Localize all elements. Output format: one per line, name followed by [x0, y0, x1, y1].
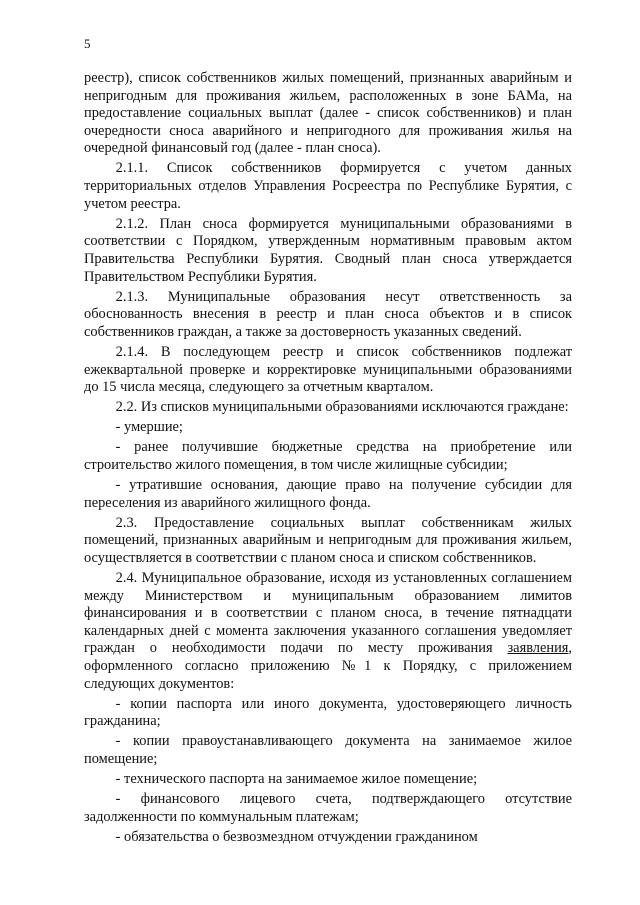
paragraph-2-4-text-after: , оформленного согласно приложению №1 к Порядку, с приложением следующих документов:	[84, 640, 572, 692]
paragraph-2-1-4: 2.1.4. В последующем реестр и список собственников подлежат ежеквартальной проверке и корректировке муниципальными образованиями до 15 числа месяца, следующего за отчетным кварталом.	[84, 343, 572, 396]
list-item-passport-copy: - копии паспорта или иного документа, удостоверяющего личность гражданина;	[84, 695, 572, 730]
list-item-obligation: - обязательства о безвозмездном отчуждении гражданином	[115, 828, 478, 845]
list-item-previously-received: - ранее получившие бюджетные средства на приобретение или строительство жилого помещения, в том числе жилищные субсидии;	[84, 439, 572, 473]
paragraph-2-1-2: 2.1.2. План сноса формируется муниципальными образованиями в соответствии с Порядком, утвержденным нормативным правовым актом Правительства Республики Бурятия. Сводный план сноса утверждается Правительством Республики Бурятия.	[84, 215, 572, 285]
application-link[interactable]: заявления	[507, 640, 569, 657]
list-item-title-document: - копии правоустанавливающего документа на занимаемое жилое помещение;	[84, 733, 572, 767]
paragraph-2-1-1: 2.1.1. Список собственников формируется с учетом данных территориальных отделов Управления Росреестра по Республике Бурятия, с учетом реестра.	[84, 160, 572, 212]
page-number: 5	[84, 36, 91, 51]
paragraph-2-2: 2.2. Из списков муниципальными образованиями исключаются граждане:	[115, 399, 569, 416]
paragraph-2-4-text-before: 2.4. Муниципальное образование, исходя из установленных соглашением между Министерством и муниципальным образованием лимитов финансирования и в соответствии с планом сноса, в течение пятнадцати календарных дней с момента заключения указанного соглашения уведомляет граждан о необходимости подачи по месту проживания	[84, 570, 572, 657]
document-body	[84, 70, 572, 846]
list-item-technical-passport: - технического паспорта на занимаемое жилое помещение;	[115, 771, 478, 788]
list-item-lost-grounds: - утратившие основания, дающие право на получение субсидии для переселения из аварийного жилищного фонда.	[84, 477, 572, 511]
list-item-deceased: - умершие;	[115, 419, 183, 436]
paragraph-2-3: 2.3. Предоставление социальных выплат собственникам жилых помещений, признанных аварийным и непригодным для проживания жильем, осуществляется в соответствии с планом сноса и списком собственников.	[84, 514, 572, 566]
paragraph-2-1-3: 2.1.3. Муниципальные образования несут ответственность за обоснованность внесения в реестр и план сноса объектов и в список собственников граждан, а также за достоверность указанных сведений.	[84, 288, 572, 340]
paragraph-2-4	[84, 570, 572, 693]
list-item-financial-account: - финансового лицевого счета, подтверждающего отсутствие задолженности по коммунальным платежам;	[84, 791, 572, 825]
paragraph-continuation: реестр), список собственников жилых помещений, признанных аварийным и непригодным для проживания жильем, расположенных в зоне БАМа, на предоставление социальных выплат (далее - список собственников) и план очередности сноса аварийного и непригодного для проживания жилья на очередной финансовый год (далее - план сноса).	[84, 70, 572, 157]
